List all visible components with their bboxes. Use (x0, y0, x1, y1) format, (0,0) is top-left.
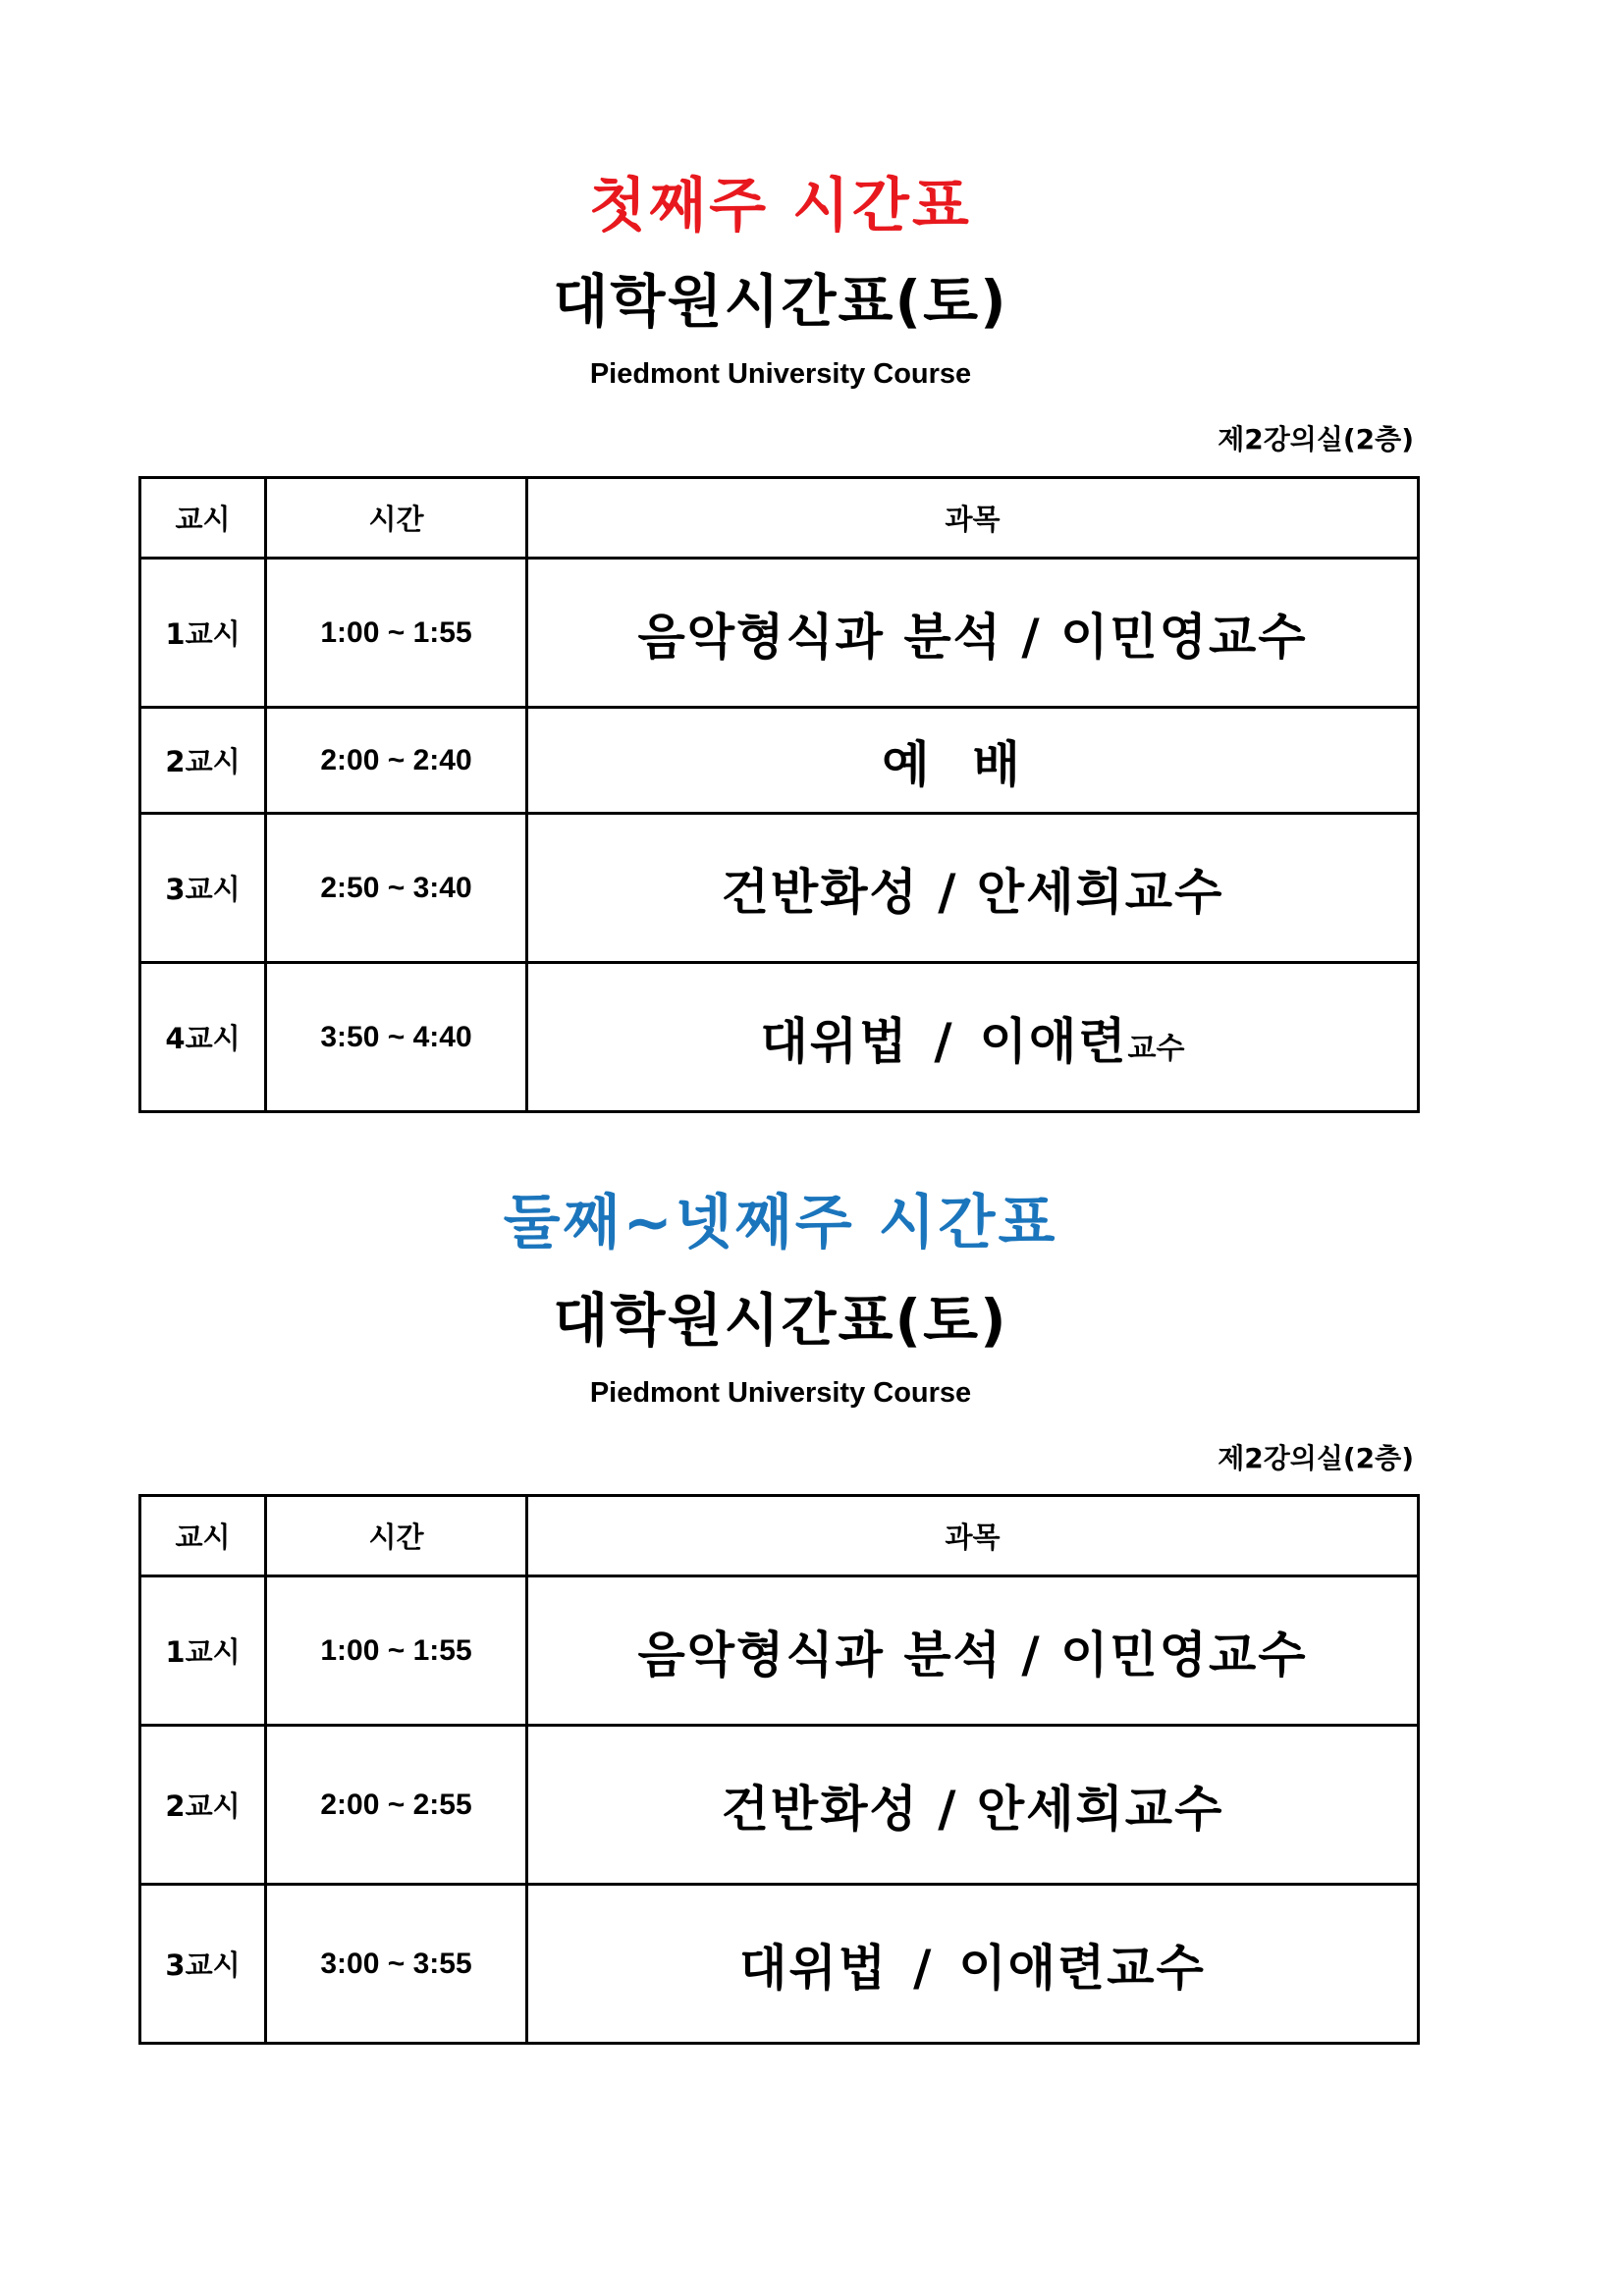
time-cell: 3:00 ~ 3:55 (266, 1885, 527, 2044)
week2-schedule-table (138, 1494, 1420, 2045)
professor-name: 안세희교수 (976, 1780, 1224, 1838)
subject-cell (527, 963, 1419, 1112)
week1-title: 첫째주 시간표 (589, 172, 972, 240)
course-name: 건반화성 (721, 1780, 919, 1838)
header-period: 교시 (140, 478, 266, 559)
separator: / (913, 1939, 934, 1997)
time-cell: 2:00 ~ 2:55 (266, 1726, 527, 1885)
course-name: 예배 (882, 735, 1063, 793)
period-cell: 2교시 (140, 708, 266, 814)
subject-cell (527, 1885, 1419, 2044)
course-name: 음악형식과 분석 (637, 608, 1002, 666)
header-time: 시간 (266, 478, 527, 559)
week2-room: 제2강의실(2층) (1218, 1442, 1414, 1474)
course-name: 건반화성 (721, 863, 919, 921)
separator: / (934, 1012, 954, 1070)
separator: / (938, 1780, 958, 1838)
professor-title: 교수 (1127, 1031, 1185, 1066)
time-cell: 2:50 ~ 3:40 (266, 814, 527, 963)
time-cell: 1:00 ~ 1:55 (266, 1576, 527, 1726)
separator: / (938, 863, 958, 921)
table-header-row (140, 1496, 1419, 1576)
professor-name: 이애련 (979, 1012, 1128, 1070)
separator: / (1021, 608, 1042, 666)
week1-main-title: 대학원시간표(토) (553, 268, 1008, 335)
table-row (140, 1576, 1419, 1726)
table-row (140, 1726, 1419, 1885)
period-cell: 2교시 (140, 1726, 266, 1885)
period-cell: 3교시 (140, 1885, 266, 2044)
table-row (140, 814, 1419, 963)
time-cell: 3:50 ~ 4:40 (266, 963, 527, 1112)
subject-cell (527, 708, 1419, 814)
week1-schedule-table (138, 476, 1420, 1113)
professor-name: 안세희교수 (976, 863, 1224, 921)
subject-cell (527, 814, 1419, 963)
separator: / (1021, 1626, 1042, 1683)
table-row (140, 963, 1419, 1112)
period-cell: 1교시 (140, 559, 266, 708)
time-cell: 1:00 ~ 1:55 (266, 559, 527, 708)
week2-main-title: 대학원시간표(토) (553, 1287, 1008, 1354)
professor-name: 이애련교수 (958, 1939, 1206, 1997)
period-cell: 3교시 (140, 814, 266, 963)
week1-room: 제2강의실(2층) (1218, 423, 1414, 455)
course-name: 음악형식과 분석 (637, 1626, 1002, 1683)
course-name: 대위법 (760, 1012, 909, 1070)
header-time: 시간 (266, 1496, 527, 1576)
header-period: 교시 (140, 1496, 266, 1576)
period-cell: 4교시 (140, 963, 266, 1112)
table-row (140, 1885, 1419, 2044)
week2-subtitle: Piedmont University Course (589, 1377, 972, 1409)
header-subject: 과목 (527, 1496, 1419, 1576)
header-subject: 과목 (527, 478, 1419, 559)
week1-subtitle: Piedmont University Course (589, 358, 972, 390)
course-name: 대위법 (739, 1939, 889, 1997)
subject-cell (527, 1726, 1419, 1885)
period-cell: 1교시 (140, 1576, 266, 1726)
subject-cell (527, 1576, 1419, 1726)
table-header-row (140, 478, 1419, 559)
subject-cell (527, 559, 1419, 708)
week2-title: 둘째~넷째주 시간표 (503, 1189, 1058, 1257)
table-row (140, 559, 1419, 708)
time-cell: 2:00 ~ 2:40 (266, 708, 527, 814)
professor-name: 이민영교수 (1060, 608, 1308, 666)
professor-name: 이민영교수 (1060, 1626, 1308, 1683)
table-row (140, 708, 1419, 814)
